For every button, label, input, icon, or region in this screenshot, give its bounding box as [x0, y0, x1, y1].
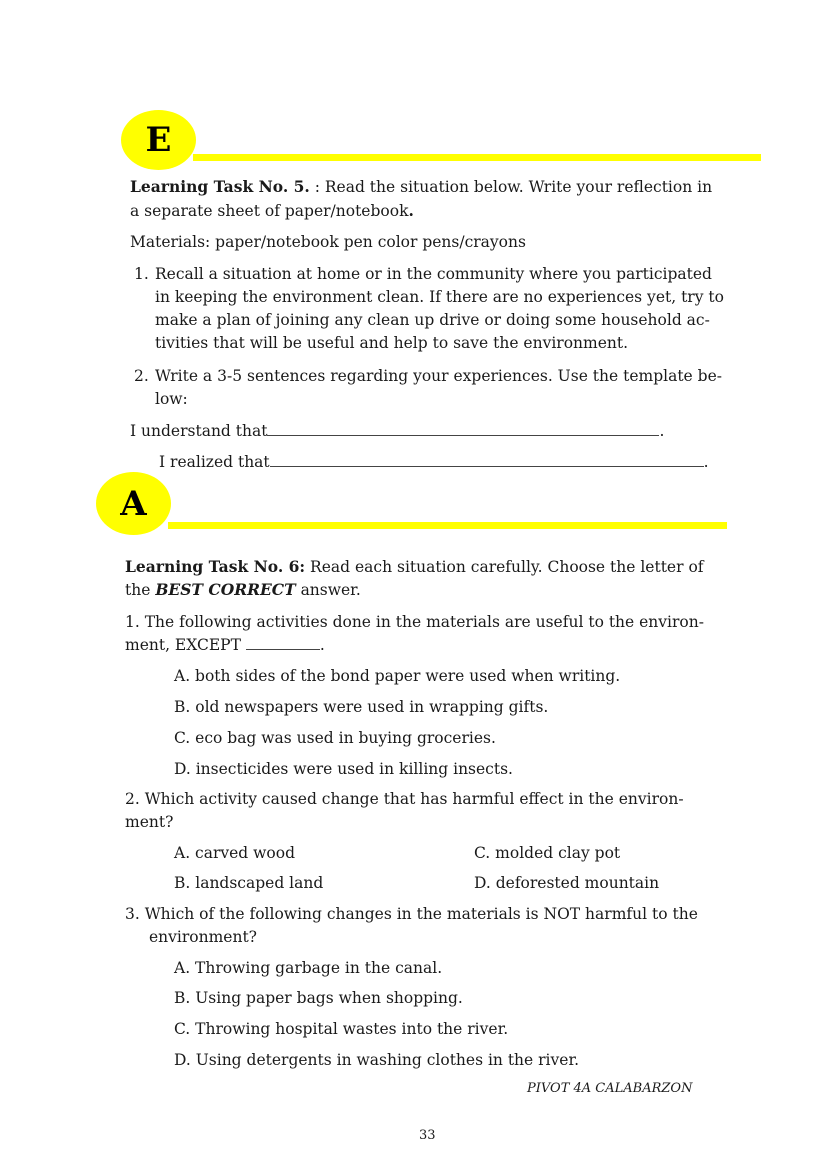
section-header-bar [193, 154, 761, 161]
item-number: 1. [134, 265, 149, 283]
question-1-text: 1. The following activities done in the materials are useful to the environ- [125, 613, 704, 631]
choice: B. old newspapers were used in wrapping gifts. [174, 698, 549, 716]
choice: D. deforested mountain [474, 874, 660, 892]
materials-list: Materials: paper/notebook pen color pens/crayons [130, 233, 526, 251]
item-1-line: Recall a situation at home or in the community where you participated [155, 265, 712, 283]
task-6-instructions: Read each situation carefully. Choose the letter of [305, 558, 704, 576]
question-3-text: 3. Which of the following changes in the materials is NOT harmful to the [125, 905, 698, 923]
task-6-title: Learning Task No. 6: [125, 557, 306, 576]
period: . [659, 422, 665, 440]
choice: D. insecticides were used in killing insects. [174, 760, 513, 778]
choice: C. eco bag was used in buying groceries. [174, 729, 496, 747]
footer-text: PIVOT 4A CALABARZON [527, 1081, 693, 1096]
task-6-intro-line2 [125, 579, 361, 601]
choice: C. Throwing hospital wastes into the river. [174, 1020, 509, 1038]
item-1-line: make a plan of joining any clean up drive or doing some household ac- [155, 311, 710, 329]
item-2-line: Write a 3-5 sentences regarding your experiences. Use the template be- [155, 367, 722, 385]
choice: B. Using paper bags when shopping. [174, 989, 463, 1007]
section-letter-a-badge [96, 472, 171, 535]
item-1-line: tivities that will be useful and help to save the environment. [155, 334, 629, 352]
answer-blank[interactable] [246, 635, 320, 650]
answer-blank[interactable] [267, 421, 659, 436]
period: . [408, 201, 414, 220]
choice: A. Throwing garbage in the canal. [174, 959, 443, 977]
answer-blank[interactable] [270, 452, 704, 467]
section-letter: A [120, 483, 147, 524]
template-understand [130, 420, 664, 442]
choice: C. molded clay pot [474, 844, 621, 862]
task-5-title: Learning Task No. 5. [130, 177, 310, 196]
period: . [319, 636, 325, 654]
template-realized [159, 451, 709, 473]
question-2-text-cont: ment? [125, 813, 174, 831]
choice: B. landscaped land [174, 874, 324, 892]
template-label: I realized that [159, 453, 270, 471]
period: . [703, 453, 709, 471]
section-letter: E [145, 120, 172, 160]
choice: A. carved wood [174, 844, 296, 862]
task-5-intro [130, 176, 712, 198]
choice: A. both sides of the bond paper were used when writing. [174, 667, 621, 685]
question-3-text-cont: environment? [149, 928, 257, 946]
question-1-text-cont [125, 634, 325, 656]
emphasis: BEST CORRECT [155, 580, 296, 599]
task-5-instructions: : Read the situation below. Write your reflection in [309, 178, 713, 196]
text: answer. [295, 581, 361, 599]
item-number: 2. [134, 367, 149, 385]
text: ment, EXCEPT [125, 636, 246, 654]
page-number: 33 [419, 1128, 436, 1143]
question-2-text: 2. Which activity caused change that has harmful effect in the environ- [125, 790, 684, 808]
section-letter-e-badge [121, 110, 196, 170]
item-1-line: in keeping the environment clean. If there are no experiences yet, try to [155, 288, 724, 306]
choice: D. Using detergents in washing clothes in the river. [174, 1051, 580, 1069]
template-label: I understand that [130, 422, 268, 440]
text: the [125, 581, 156, 599]
item-2-line: low: [155, 390, 188, 408]
section-header-bar [168, 522, 727, 529]
task-5-instructions-cont: a separate sheet of paper/notebook [130, 202, 409, 220]
task-5-intro-line2 [130, 200, 414, 222]
task-6-intro [125, 556, 704, 578]
